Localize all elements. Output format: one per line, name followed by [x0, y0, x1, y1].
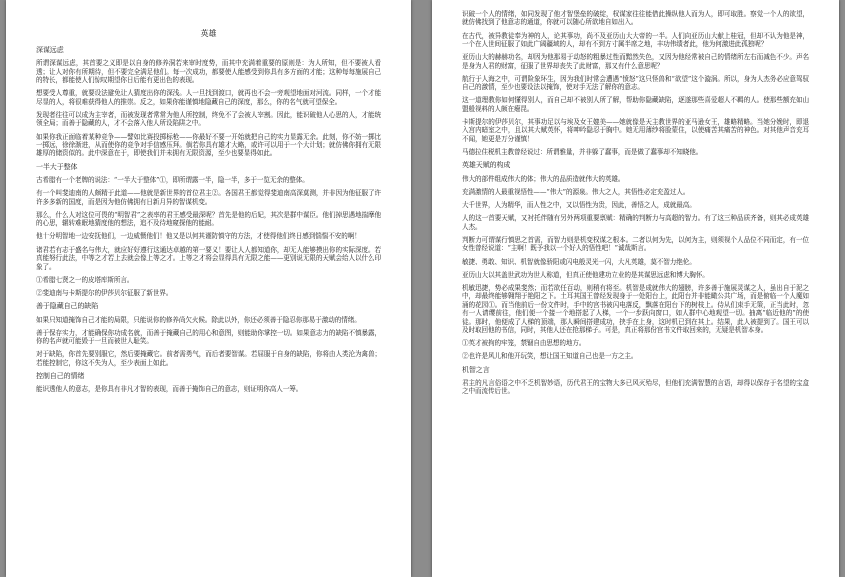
paragraph: 有一个叫斐迪南的人颇精于此道——他就是新世界的首位君主②。各国君王都觉得斐迪南高深莫测，并非因为他征服了许许多多新的国度，而是因为他仿佛拥有日新月异的智谋机变。: [36, 189, 381, 206]
paragraph: 人的这一首要天赋，又衬托伴随有另外两项重要禀赋：精确的判断力与高超的智力。有了这三种品质齐备，则其必成英雄人杰。: [462, 214, 809, 231]
paragraph: 判断力可谓谋行慎思之首需，而智力则是机变权谋之根本。二者以何为先，以何为主，则须视个人品位不同而定，有一位女性曾经说道：“主啊！既予我以一个好人的悟性吧！”诚哉斯言。: [462, 235, 809, 253]
paragraph: 那么，什么人对这位可畏的“明智君”之表率的君王感受最深呢？首先是他的后妃，其次是群中谋臣。他们掉思遇地揣摩他的心思，辗转难眠地猜度他的想法，追不及待地窥探他的能耐。: [36, 210, 381, 228]
paragraph: 亚历山大以其盖世武功为世人称道，但真正使他建功立业的是其谋思远虑和博大胸怀。: [462, 270, 709, 279]
paragraph: 能识透他人的意志，是你具有非凡才智的表现，而善于掩饰自己的意志，则证明你高人一筹。: [36, 385, 303, 394]
paragraph: 识破一个人的情绪，如同发现了他才智堡垒的破绽，权谋家往往能借此操纵他人而为人，即可取胜。察觉一个人的欲望，就仿佛找到了他意志的通道，你就可以随心所欲地自如出入。: [462, 10, 809, 27]
paragraph: 航行于人海之中，可谓险象环生，因为我们时常会遭遇“愤怒”这只怪兽和“欲望”这个漩涡。所以，身为人杰务必应意驾驭自己的激情，至少也要设法以掩饰，使对手无法了解你的意志。: [462, 74, 809, 92]
paragraph: 如果你我正面临着某种竞争——譬如比赛投掷标枪——你最好不要一开始就把自己的实力显露无余。此刻，你不妨一掷比一掷远，徐徐渐进，从而使你的竞争对手信感压拜。倘若你具有雄才大略，或许可以用于一个大计划；就仿佛你拥有无限雄厚的储资似的。此中深意在于，即使我们并未拥有无限资源，至少也要显得如此。: [36, 132, 381, 158]
paragraph: 君主的凡言俗语之中不乏机智妙语，历代君王的宝物大多已风灭殆尽，但他们充满智慧的言语，却得以保存于名望的宝盒之中而流传后世。: [462, 378, 809, 396]
page-title: 英雄: [200, 29, 217, 38]
paragraph: 马德拉住税机主教曾经说过：所谓雅量，并非躲了蠢事，而是做了蠢事却不知晓他。: [462, 148, 703, 157]
paragraph: 这一道理教你如何懂得别人，而自己却不被别人所了解，帮助你隐藏缺陷，逐遂那些喜爱超人不羁的人。使那些额充如山盟般视料的人颇在瘪昆。: [462, 96, 809, 113]
section-heading: 一半大于整体: [36, 162, 78, 171]
paragraph: 所谓深谋远虑，其首要之义即是以自身的修养洞若来审时度势，而其中充满着重要的原则是：为人所知，但不要被人看透；让人对你有所期待，但不要完全满足他们。每一次成功，都要使人能感受到你具有多方面的才能；这种每每施展自己的特长，都能使人们惊叹期望你日后能有更出色的表现。: [36, 59, 381, 85]
paragraph: 诸君若有志于盛名与伟大，就应好好遵行这通达卓越的第一要义！要让人人都知道你，却无人能够摸出你的实际深度。若真能努行此法，中等之才若上去就会像上等之才。上等之才将会显得具有无限之能——更别说无限的天赋会给人以什么印象了。: [36, 245, 381, 271]
paragraph: 敏捷、勇敢、知识、机智就像骄阳或闪电般灵光一闪，大凡英雄，莫不智力绝伦。: [462, 257, 696, 266]
paragraph: ①希腊七贤之一的皮塔库斯所言。: [36, 275, 134, 284]
left-page-body: [36, 46, 381, 394]
section-heading: 善于隐藏自己的缺陷: [36, 302, 99, 311]
paragraph: 大千世界，人为精华，而人性之中，又以悟性为贵，因此，善悟之人，成就最高。: [462, 201, 696, 210]
paragraph: 善于保存实力，才能确保你功成名就，而善于掩藏自己的用心和意图，则能助你掌控一切。如果意志力的缺陷不慎暴露，你的名声就可能毁于一旦而被世人耻笑。: [36, 328, 381, 346]
left-document-page: [6, 0, 411, 577]
paragraph: 古希腊有一个老牌的说法：“一半大于整体”①，即所谓露一半，隐一半，多于一览无余的整体。: [36, 176, 309, 185]
paragraph: 在古代，被异教徒奉为神的人，论其事功，尚不及亚历山大大帝的一半。人们向亚历山大献上桂冠，但却不认为他是神，一个在人世间征服了如此广阔疆域的人，却有不到方寸属半席之地，丰功伟绩者此，他为何激进此孤独呢？: [462, 31, 809, 49]
paragraph: 如果只知道掩饰自己才能的局限，只能说你的修养尚欠火候。除此以外，你还必须善于隐忍你那易于激动的情绪。: [36, 315, 361, 324]
section-heading: 英雄天赋的构成: [462, 161, 511, 170]
section-heading: 控制自己的情绪: [36, 371, 85, 380]
paragraph: 亚历山大的赫赫功名，却因为他那易于动怒的粗暴过性而黯然失色，又因为他经常被自己的情绪所左右而减色不少。声名是身为人君的财富，征服了世界却丧失了此财富，那又有什么意思呢？: [462, 53, 809, 70]
paragraph: 伟大的部件组成伟大的体；伟大的品质造就伟大的英雄。: [462, 174, 625, 183]
right-page-body: [462, 10, 809, 396]
paragraph: 机敏迅捷，势必成果斐然；而若欲任百动，则稍有将至。机智是成就伟大的翅膀，许多善于施展灵谋之人，虽出自于泥之中，却最终能够翱翔于艳阳之下。土耳其国王曾经发现身于一处阳台上，此阳台并非能瞰公共广场，而是俯临一个人魔如涌的花园①。而当他前后一份文件时，手中的宫书被闪电落反，飘落在阳台下的树枝上。侍从们束手无策，正当此时，忽有一人请缨前往，他们便一个接一个地搭起了人梯，一个一步跃向窗口，如人群中心地观望一切。抽离“临近他的”的使徒。那时，他便成了人梯的顶端，那人瞬间搭建成功，挟手在上身，这时机已到在其上。结果，此人被提到了。国王可以及时取回他的书信，同时，其他人还在抢那梯子。可是，真正将那份宫书文件取回来的，无疑是机智本身。: [462, 283, 809, 334]
paragraph: 想要受人尊重，就要设法避免让人猜度出你的深浅。人一旦找到渡口，就再也不会一旁观望地面对河流。同样，一个才能尽显的人，将很难获得他人的推崇。反之，如果你能谨慎地隐藏自己的深度，那么，你的名气就可望保全。: [36, 89, 381, 106]
paragraph: 卡斯提尔的伊莎贝尔，其事功足以与埃及女王媲美——她就像是天主教世界的亚马逊女王，雄略精略。当她分娩时，即退入宫内暗室之中，且以其大赋英怀，将呻吟隐忍于胸中。她无用薄纱将脸蒙住，以使痛苦其痛苦的神色。对其他声音充耳不闻，她更是万分谨慎！: [462, 118, 809, 143]
paragraph: ②也许是风儿和他开玩笑，想让国王知道自己也是一方之主。: [462, 352, 638, 361]
paragraph: ①英才被拘的牢笼，禁锢自由思想的地方。: [462, 339, 586, 348]
paragraph: ②斐迪南与卡斯提尔的伊莎贝尔征服了新世界。: [36, 288, 173, 297]
paragraph: 对于缺陷，你首先要别服它，然后要掩藏它。前者需勇气，而后者要智谋。若屈服于自身的缺陷，你将由人类沦为禽兽；若能控制它，你这不失为人，至少表面上如此。: [36, 350, 381, 367]
paragraph: 他十分明智地一边安抚他们，一边威慑他们！他又是以何其谨防慎守的方法，才使得他们终日感到惴惴不安的啊！: [36, 232, 361, 241]
section-heading: 深谋远虑: [36, 46, 64, 54]
paragraph: 充满激情的人最重视悟性——“伟大”的源泉。伟大之人，其悟性必定充盈过人。: [462, 187, 690, 196]
section-heading: 机智之言: [462, 365, 490, 374]
right-document-page: [432, 0, 839, 577]
paragraph: 发现者往往可以成为主宰者，而被发现者常常为他人所控制，终免不了会被人宰割。因此，能识破他人心思的人，才能统领全局；而善于隐藏的人，才不会落入他人所设陷阱之中。: [36, 111, 381, 128]
